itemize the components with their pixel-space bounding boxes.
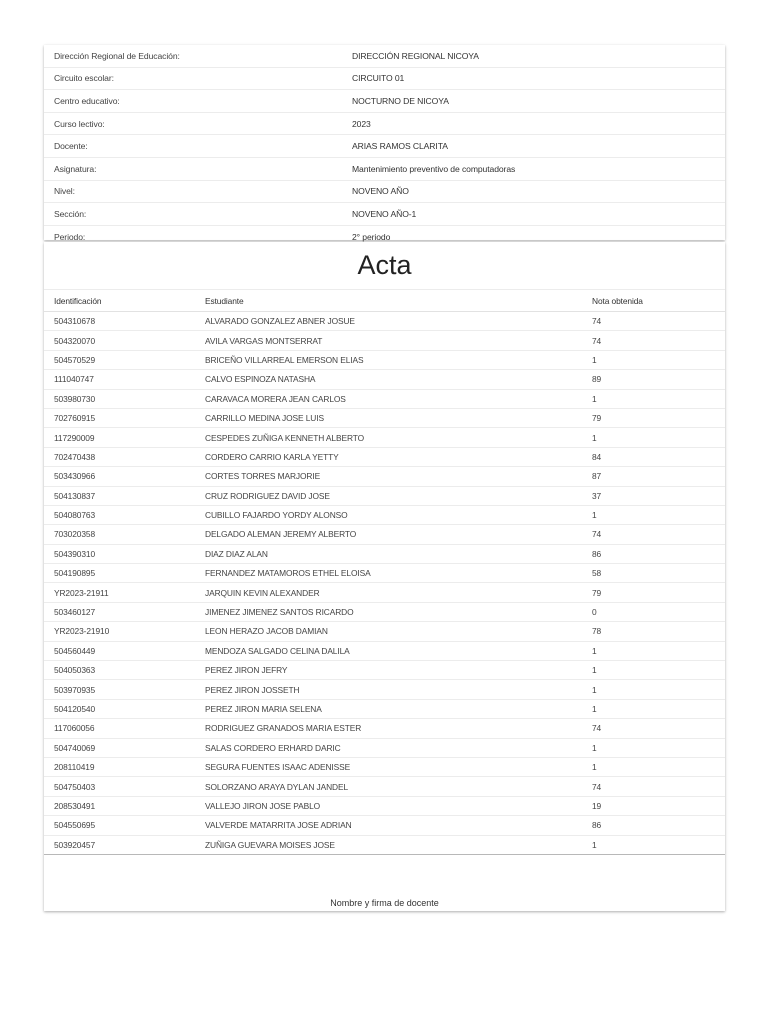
table-row — [44, 350, 725, 369]
general-info-list — [44, 45, 725, 247]
student-grade: 1 — [592, 661, 725, 680]
student-id: 703020358 — [44, 525, 195, 544]
student-name: JIMENEZ JIMENEZ SANTOS RICARDO — [195, 602, 592, 621]
student-id: 504570529 — [44, 350, 195, 369]
table-row — [44, 757, 725, 776]
general-info-card — [44, 45, 725, 240]
student-grade: 74 — [592, 777, 725, 796]
student-name: SOLORZANO ARAYA DYLAN JANDEL — [195, 777, 592, 796]
header-grade: Nota obtenida — [592, 290, 725, 312]
info-row — [44, 135, 725, 158]
info-label: Periodo: — [54, 231, 86, 242]
info-value: 2° periodo — [352, 231, 391, 242]
student-id: 504750403 — [44, 777, 195, 796]
table-row — [44, 389, 725, 408]
table-row — [44, 447, 725, 466]
table-row — [44, 816, 725, 835]
info-row — [44, 158, 725, 181]
table-row — [44, 505, 725, 524]
student-grade: 1 — [592, 641, 725, 660]
student-name: ALVARADO GONZALEZ ABNER JOSUE — [195, 312, 592, 331]
info-row — [44, 90, 725, 113]
header-student: Estudiante — [195, 290, 592, 312]
student-id: 503970935 — [44, 680, 195, 699]
student-name: PEREZ JIRON MARIA SELENA — [195, 699, 592, 718]
table-row — [44, 680, 725, 699]
student-grade: 58 — [592, 564, 725, 583]
info-label: Curso lectivo: — [54, 118, 105, 129]
info-label: Sección: — [54, 208, 87, 219]
student-name: CESPEDES ZUÑIGA KENNETH ALBERTO — [195, 428, 592, 447]
student-id: 504050363 — [44, 661, 195, 680]
info-value: ARIAS RAMOS CLARITA — [352, 141, 448, 152]
table-row — [44, 370, 725, 389]
student-grade: 1 — [592, 738, 725, 757]
student-name: SALAS CORDERO ERHARD DARIC — [195, 738, 592, 757]
student-grade: 74 — [592, 312, 725, 331]
student-id: 504120540 — [44, 699, 195, 718]
acta-card — [44, 242, 725, 911]
student-grade: 79 — [592, 583, 725, 602]
student-name: CARRILLO MEDINA JOSE LUIS — [195, 408, 592, 427]
table-row — [44, 796, 725, 815]
student-name: AVILA VARGAS MONTSERRAT — [195, 331, 592, 350]
student-id: 504190895 — [44, 564, 195, 583]
info-value: Mantenimiento preventivo de computadoras — [352, 163, 516, 174]
student-name: CUBILLO FAJARDO YORDY ALONSO — [195, 505, 592, 524]
student-id: YR2023-21910 — [44, 622, 195, 641]
student-name: PEREZ JIRON JOSSETH — [195, 680, 592, 699]
info-row — [44, 203, 725, 226]
student-id: 111040747 — [44, 370, 195, 389]
student-name: RODRIGUEZ GRANADOS MARIA ESTER — [195, 719, 592, 738]
student-id: 504130837 — [44, 486, 195, 505]
info-row — [44, 68, 725, 91]
info-value: NOVENO AÑO — [352, 186, 409, 197]
table-row — [44, 525, 725, 544]
student-id: 504310678 — [44, 312, 195, 331]
student-grade: 1 — [592, 350, 725, 369]
info-row — [44, 45, 725, 68]
student-name: DIAZ DIAZ ALAN — [195, 544, 592, 563]
student-grade: 79 — [592, 408, 725, 427]
table-row — [44, 564, 725, 583]
student-name: CORDERO CARRIO KARLA YETTY — [195, 447, 592, 466]
student-name: DELGADO ALEMAN JEREMY ALBERTO — [195, 525, 592, 544]
student-grade: 1 — [592, 389, 725, 408]
student-id: 117290009 — [44, 428, 195, 447]
student-grade: 1 — [592, 505, 725, 524]
student-id: 503980730 — [44, 389, 195, 408]
student-grade: 1 — [592, 699, 725, 718]
student-grade: 0 — [592, 602, 725, 621]
info-value: CIRCUITO 01 — [352, 73, 405, 84]
teacher-signature-label: Nombre y firma de docente — [330, 898, 439, 908]
table-row — [44, 835, 725, 854]
table-row — [44, 719, 725, 738]
info-label: Nivel: — [54, 186, 75, 197]
student-name: VALLEJO JIRON JOSE PABLO — [195, 796, 592, 815]
student-grade: 1 — [592, 835, 725, 854]
grades-table-header — [44, 290, 725, 312]
student-id: 504740069 — [44, 738, 195, 757]
info-row — [44, 181, 725, 204]
student-id: 208110419 — [44, 757, 195, 776]
table-row — [44, 641, 725, 660]
student-id: 504550695 — [44, 816, 195, 835]
student-id: 208530491 — [44, 796, 195, 815]
student-id: YR2023-21911 — [44, 583, 195, 602]
student-grade: 74 — [592, 331, 725, 350]
student-name: FERNANDEZ MATAMOROS ETHEL ELOISA — [195, 564, 592, 583]
student-name: CRUZ RODRIGUEZ DAVID JOSE — [195, 486, 592, 505]
table-row — [44, 602, 725, 621]
grades-table — [44, 290, 725, 855]
table-row — [44, 738, 725, 757]
info-value: NOVENO AÑO-1 — [352, 208, 417, 219]
acta-title: Acta — [44, 242, 725, 290]
student-id: 503920457 — [44, 835, 195, 854]
student-name: SEGURA FUENTES ISAAC ADENISSE — [195, 757, 592, 776]
student-grade: 1 — [592, 680, 725, 699]
student-grade: 1 — [592, 428, 725, 447]
student-name: PEREZ JIRON JEFRY — [195, 661, 592, 680]
student-id: 504320070 — [44, 331, 195, 350]
student-grade: 19 — [592, 796, 725, 815]
student-name: CORTES TORRES MARJORIE — [195, 467, 592, 486]
student-name: CARAVACA MORERA JEAN CARLOS — [195, 389, 592, 408]
student-id: 503460127 — [44, 602, 195, 621]
table-row — [44, 622, 725, 641]
student-name: BRICEÑO VILLARREAL EMERSON ELIAS — [195, 350, 592, 369]
info-label: Asignatura: — [54, 163, 97, 174]
table-row — [44, 777, 725, 796]
student-grade: 78 — [592, 622, 725, 641]
table-row — [44, 661, 725, 680]
table-row — [44, 699, 725, 718]
student-id: 504390310 — [44, 544, 195, 563]
student-grade: 74 — [592, 719, 725, 738]
student-name: JARQUIN KEVIN ALEXANDER — [195, 583, 592, 602]
student-grade: 84 — [592, 447, 725, 466]
student-id: 503430966 — [44, 467, 195, 486]
info-label: Circuito escolar: — [54, 73, 114, 84]
table-row — [44, 331, 725, 350]
table-row — [44, 544, 725, 563]
student-grade: 74 — [592, 525, 725, 544]
student-id: 117060056 — [44, 719, 195, 738]
student-grade: 89 — [592, 370, 725, 389]
table-row — [44, 428, 725, 447]
student-grade: 37 — [592, 486, 725, 505]
student-name: ZUÑIGA GUEVARA MOISES JOSE — [195, 835, 592, 854]
info-value: NOCTURNO DE NICOYA — [352, 95, 449, 106]
table-row — [44, 312, 725, 331]
student-name: CALVO ESPINOZA NATASHA — [195, 370, 592, 389]
header-identification: Identificación — [44, 290, 195, 312]
student-id: 504080763 — [44, 505, 195, 524]
student-grade: 87 — [592, 467, 725, 486]
info-value: DIRECCIÓN REGIONAL NICOYA — [352, 50, 479, 61]
table-row — [44, 583, 725, 602]
info-row — [44, 113, 725, 136]
student-id: 702470438 — [44, 447, 195, 466]
table-row — [44, 486, 725, 505]
student-name: LEON HERAZO JACOB DAMIAN — [195, 622, 592, 641]
student-grade: 1 — [592, 757, 725, 776]
info-label: Dirección Regional de Educación: — [54, 50, 180, 61]
table-row — [44, 408, 725, 427]
student-id: 702760915 — [44, 408, 195, 427]
info-label: Centro educativo: — [54, 95, 120, 106]
info-value: 2023 — [352, 118, 371, 129]
student-name: VALVERDE MATARRITA JOSE ADRIAN — [195, 816, 592, 835]
info-label: Docente: — [54, 141, 88, 152]
student-grade: 86 — [592, 544, 725, 563]
table-row — [44, 467, 725, 486]
student-name: MENDOZA SALGADO CELINA DALILA — [195, 641, 592, 660]
student-id: 504560449 — [44, 641, 195, 660]
student-grade: 86 — [592, 816, 725, 835]
